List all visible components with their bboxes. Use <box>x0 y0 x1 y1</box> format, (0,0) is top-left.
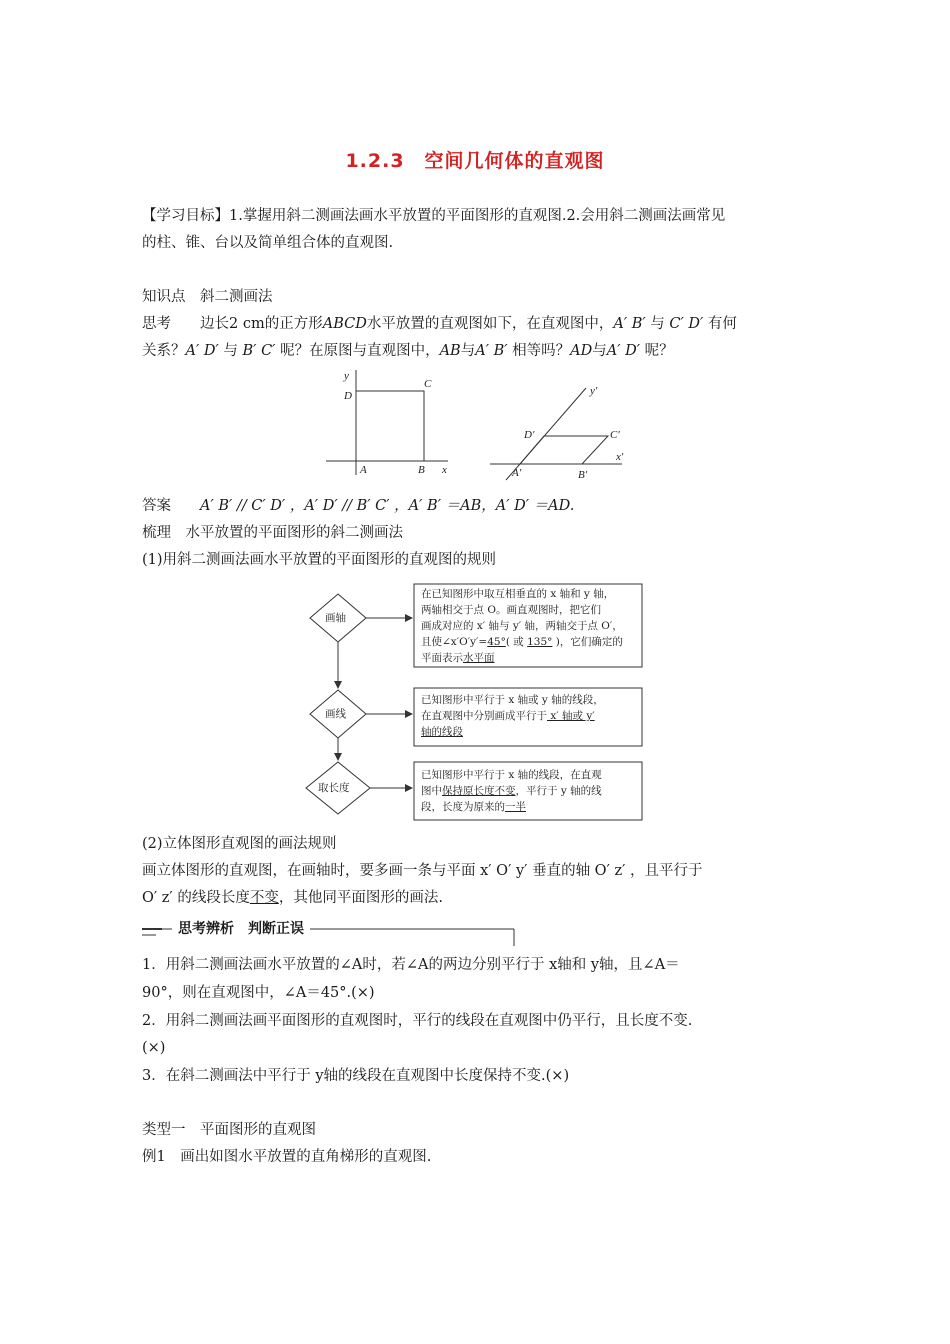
label-d-prime: D′ <box>524 429 535 441</box>
square-abcd <box>356 391 424 461</box>
think-text: 水平放置的直观图如下，在直观图中， <box>366 316 614 332</box>
label-a-prime: A′ <box>512 467 522 479</box>
think-text: 与 <box>592 343 607 359</box>
box1-text: )，它们确定的 <box>552 636 623 648</box>
step-line-label: 画线 <box>325 708 346 720</box>
label-x: x <box>442 464 447 476</box>
box1-text: 135° <box>527 636 553 648</box>
think-text: AD <box>570 343 593 359</box>
objective-text-1: 1.掌握用斜二测画法画水平放置的平面图形的直观图.2.会用斜二测画法画常见 <box>229 208 726 224</box>
think-text: 相等吗？ <box>507 343 571 359</box>
rule2-text: O′ z′ 的线段长度 <box>142 890 250 906</box>
think-text: A′ B′ <box>613 316 646 332</box>
answer-line <box>142 496 574 516</box>
box1-text: 平面表示 <box>421 652 463 664</box>
box1-text: 画成对应的 x′ 轴与 y′ 轴，两轴交于点 O′， <box>421 620 623 632</box>
think-text: 与 <box>218 343 243 359</box>
box3-text: 图中 <box>421 785 442 797</box>
step-length-label: 取长度 <box>318 782 350 794</box>
think-line-2 <box>142 341 674 361</box>
box1-text <box>421 650 495 667</box>
label-y: y <box>344 370 349 382</box>
box3-text: ，平行于 y 轴的线 <box>515 785 602 797</box>
think-label: 思考 <box>142 316 171 332</box>
box3-text: 段，长度为原来的 <box>421 801 505 813</box>
label-b: B <box>418 464 425 476</box>
think-text: ABCD <box>322 316 367 332</box>
think-text: A′ D′ <box>185 343 219 359</box>
box2-text: 已知图形中平行于 x 轴或 y 轴的线段， <box>421 694 604 706</box>
think-text: A′ B′ <box>475 343 508 359</box>
judgement-3-line-1: 3．在斜二测画法中平行于 y轴的线段在直观图中长度保持不变.(×) <box>142 1068 570 1084</box>
rule2-line-1: 画立体图形的直观图，在画轴时，要多画一条与平面 x′ O′ y′ 垂直的轴 O′ z′ ，且平行于 <box>142 863 703 879</box>
box3-text: 保持原长度不变 <box>442 785 516 797</box>
box2-text: x′ 轴或 y′ <box>547 710 595 722</box>
label-x-prime: x′ <box>616 451 624 463</box>
label-b-prime: B′ <box>578 469 588 481</box>
rule1-title: (1)用斜二测画法画水平放置的平面图形的直观图的规则 <box>142 552 497 568</box>
label-d: D <box>344 390 352 402</box>
box2-text: 轴的线段 <box>421 726 463 738</box>
summary-heading: 梳理 水平放置的平面图形的斜二测画法 <box>142 525 403 541</box>
objective-line-1 <box>142 206 725 226</box>
oblique-figure <box>486 380 636 490</box>
banner-title: 思考辨析 判断正误 <box>172 919 310 939</box>
example-1: 例1 画出如图水平放置的直角梯形的直观图. <box>142 1149 432 1165</box>
think-text: 呢？ <box>640 343 674 359</box>
think-text: B′ C′ <box>242 343 276 359</box>
think-text: 关系？ <box>142 343 186 359</box>
label-a: A <box>360 464 367 476</box>
objective-label: 【学习目标】 <box>142 208 229 224</box>
box2-text: 在直观图中分别画成平行于 <box>421 710 547 722</box>
label-y-prime: y′ <box>590 385 598 397</box>
square-figure <box>320 365 460 485</box>
think-text: 与 <box>645 316 670 332</box>
box3-text: 已知图形中平行于 x 轴的线段，在直观 <box>421 769 602 781</box>
label-c-prime: C′ <box>610 429 620 441</box>
step-axis-label: 画轴 <box>325 612 346 624</box>
answer-text: A′ B′ // C′ D′ ，A′ D′ // B′ C′ ，A′ B′ ＝AB，A′ D′ ＝AD. <box>200 498 575 514</box>
rule2-text: ，其他同平面图形的画法. <box>278 890 443 906</box>
think-text: 呢？在原图与直观图中， <box>275 343 440 359</box>
box1-text: 且使∠x′O′y′= <box>421 636 488 648</box>
label-c: C <box>424 378 432 390</box>
box1-text: ( 或 <box>505 636 528 648</box>
judgement-1-line-2: 90°，则在直观图中，∠A＝45°.(×) <box>142 985 375 1001</box>
box3-text <box>421 799 526 816</box>
rule2-title: (2)立体图形直观图的画法规则 <box>142 836 337 852</box>
judgement-1-line-1: 1．用斜二测画法画水平放置的∠A时，若∠A的两边分别平行于 x轴和 y轴，且∠A＝ <box>142 957 680 973</box>
box2-text <box>421 724 463 741</box>
rule2-text: 不变 <box>249 890 279 906</box>
knowledge-heading: 知识点 斜二测画法 <box>142 289 273 305</box>
box1-text: 水平面 <box>463 652 495 664</box>
box1-text <box>421 634 623 651</box>
judgement-2-line-1: 2．用斜二测画法画平面图形的直观图时，平行的线段在直观图中仍平行，且长度不变. <box>142 1013 693 1029</box>
box1-text: 两轴相交于点 O。画直观图时，把它们 <box>421 604 601 616</box>
answer-label: 答案 <box>142 498 171 514</box>
box1-text: 在已知图形中取互相垂直的 x 轴和 y 轴， <box>421 588 615 600</box>
think-text: 与 <box>460 343 476 359</box>
box2-text <box>421 708 595 725</box>
think-text: C′ D′ <box>669 316 704 332</box>
think-text: AB <box>439 343 461 359</box>
think-text: 边长2 cm的正方形 <box>200 316 323 332</box>
page-title: 1.2.3 空间几何体的直观图 <box>345 150 605 172</box>
objective-line-2: 的柱、锥、台以及简单组合体的直观图. <box>142 235 394 251</box>
judgement-2-line-2: (×) <box>142 1040 166 1056</box>
box3-text <box>421 783 602 800</box>
type1-heading: 类型一 平面图形的直观图 <box>142 1122 316 1138</box>
think-text: 有何 <box>703 316 737 332</box>
box1-text: 45° <box>487 636 506 648</box>
think-text: A′ D′ <box>606 343 641 359</box>
box3-text: 一半 <box>505 801 526 813</box>
rule2-line-2 <box>142 888 443 908</box>
think-line-1 <box>142 314 737 334</box>
think-discern-banner <box>142 919 520 947</box>
